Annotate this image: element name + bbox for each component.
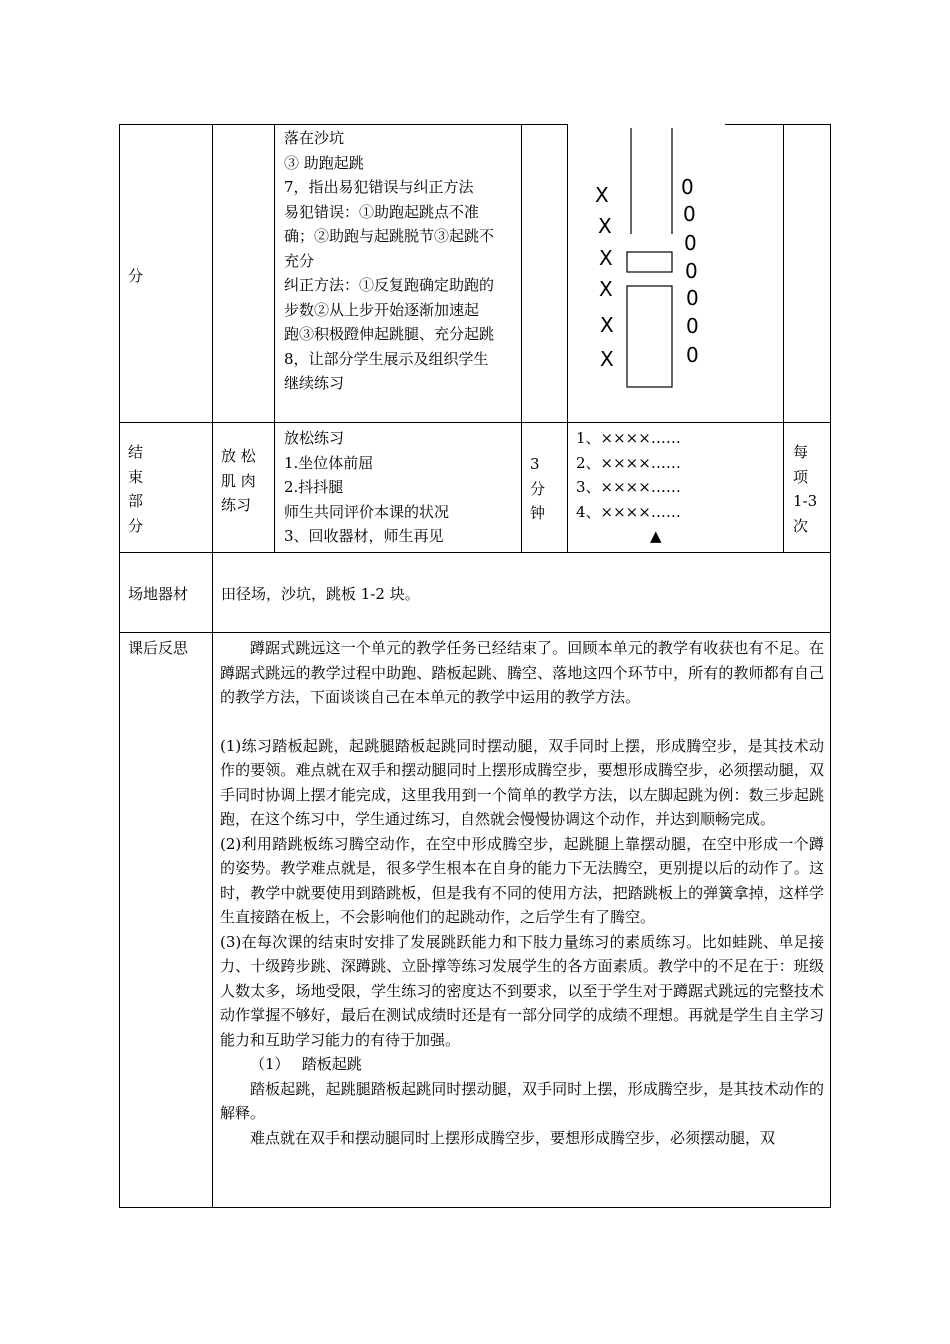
content-line: 跑③积极蹬伸起跳腿、充分起跳 [284, 325, 495, 343]
ending-topic-line: 放 松 [221, 447, 256, 465]
ending-label-char: 束 [128, 467, 144, 486]
ending-label-char: 结 [128, 443, 144, 461]
ending-time-line: 3 [530, 455, 540, 473]
ending-topic-cell [221, 444, 273, 518]
reflection-paragraph: 蹲踞式跳远这一个单元的教学任务已经结束了。回顾本单元的教学有收获也有不足。在蹲踞式跳远的教学过程中助跑、踏板起跳、腾空、落地这四个环节中，所有的教师都有自己的教学方法，下面谈谈自己在本单元的教学中运用的教学方法。 [220, 639, 824, 706]
content-line: 8，让部分学生展示及组织学生 [284, 349, 489, 368]
row-divider-3 [119, 632, 831, 633]
content-line: 落在沙坑 [284, 129, 345, 147]
takeoff-board [627, 252, 672, 272]
formation-row: 2、××××…… [576, 453, 681, 472]
ending-content-cell [284, 426, 520, 549]
ending-reps-cell [793, 440, 817, 538]
formation-row: 1、××××…… [576, 429, 681, 447]
student-o-mark: 0 [681, 175, 694, 199]
reflection-paragraph: (3)在每次课的结束时安排了发展跳跃能力和下肢力量练习的素质练习。比如蛙跳、单足接力、十级跨步跳、深蹲跳、立卧撑等练习发展学生的各方面素质。教学中的不足在于：班级人数太多，场地受限，学生练习的密度达不到要求，以至于学生对于蹲踞式跳远的完整技术动作掌握不够好，最后在测试成绩时还是有一部分同学的成绩不理想。再就是学生自主学习能力和互助学习能力的有待于加强。 [220, 932, 824, 1049]
sand-pit [627, 286, 672, 387]
col-divider-3 [521, 124, 522, 552]
ending-topic-line: 肌 肉 [221, 471, 256, 490]
student-x-mark: X [599, 277, 613, 301]
student-x-mark: X [600, 313, 614, 337]
ending-formation-cell [576, 426, 781, 549]
content-line: 步数②从上步开始逐渐加速起 [284, 300, 480, 319]
equipment-value: 田径场，沙坑，跳板 1-2 块。 [221, 585, 420, 603]
student-o-mark: 0 [685, 259, 698, 283]
ending-reps-line: 每 [793, 443, 809, 461]
ending-reps-line: 项 [793, 467, 809, 486]
content-line: ③ 助跑起跳 [284, 153, 364, 172]
row-divider-2 [119, 552, 831, 553]
ending-content-line: 师生共同评价本课的状况 [284, 502, 450, 521]
student-o-mark: 0 [686, 286, 699, 310]
table-border-right [830, 124, 831, 1208]
formation-row: 4、××××…… [576, 502, 681, 521]
student-x-mark: X [600, 347, 614, 371]
ending-reps-line: 1-3 [793, 492, 818, 510]
ending-time-line: 钟 [530, 504, 546, 522]
formation-diagram [568, 124, 782, 422]
ending-label-char: 部 [128, 492, 144, 510]
table-border-left [119, 124, 120, 1208]
section-label: 分 [128, 267, 144, 285]
reflection-subheading: （1） 踏板起跳 [250, 1055, 362, 1073]
ending-content-line: 3、回收器材，师生再见 [284, 527, 444, 545]
col-divider-5 [783, 124, 784, 552]
content-line: 继续练习 [284, 374, 345, 392]
col-divider-1 [212, 124, 213, 1208]
equipment-label: 场地器材 [128, 585, 189, 603]
student-o-mark: 0 [686, 343, 699, 367]
ending-topic-line: 练习 [221, 496, 252, 514]
reflection-paragraph: (1)练习踏板起跳，起跳腿踏板起跳同时摆动腿，双手同时上摆，形成腾空步，是其技术动作的要领。难点就在双手和摆动腿同时上摆形成腾空步，要想形成腾空步，必须摆动腿，双手同时协调上摆才能完成，这里我用到一个简单的教学方法，以左脚起跳为例：数三步起跳跑，在这个练习中，学生通过练习，自然就会慢慢协调这个动作，并达到顺畅完成。 [220, 736, 824, 828]
ending-time-line: 分 [530, 479, 546, 498]
ending-content-line: 放松练习 [284, 429, 345, 447]
ending-label-cell [128, 440, 143, 538]
ending-content-line: 2.抖抖腿 [284, 478, 344, 496]
content-line: 7，指出易犯错误与纠正方法 [284, 178, 474, 196]
student-o-mark: 0 [686, 314, 699, 338]
student-x-mark: X [599, 246, 613, 270]
teacher-position-icon: ▲ [650, 527, 662, 545]
student-o-mark: 0 [683, 202, 696, 226]
row-divider-1 [119, 422, 831, 423]
student-o-mark: 0 [684, 231, 697, 255]
content-line: 纠正方法：①反复跑确定助跑的 [284, 276, 495, 294]
content-line: 充分 [284, 251, 315, 270]
ending-time-cell [530, 452, 545, 526]
student-x-mark: X [595, 183, 609, 207]
reflection-paragraph: 难点就在双手和摆动腿同时上摆形成腾空步，要想形成腾空步，必须摆动腿，双 [250, 1128, 776, 1147]
ending-label-char: 分 [128, 516, 144, 535]
content-cell [284, 126, 520, 396]
content-line: 确；②助跑与起跳脱节③起跳不 [284, 227, 495, 245]
formation-row: 3、××××…… [576, 478, 681, 496]
col-divider-2 [274, 124, 275, 552]
content-line: 易犯错误：①助跑起跳点不准 [284, 202, 480, 221]
ending-content-line: 1.坐位体前屈 [284, 453, 374, 472]
reflection-label: 课后反思 [128, 639, 189, 657]
table-border-bottom [119, 1207, 831, 1208]
student-x-mark: X [598, 214, 612, 238]
reflection-paragraph: (2)利用踏跳板练习腾空动作，在空中形成腾空步，起跳腿上靠摆动腿，在空中形成一个蹲的姿势。教学难点就是，很多学生根本在自身的能力下无法腾空，更别提以后的动作了。这时，教学中就要使用到踏跳板，但是我有不同的使用方法，把踏跳板上的弹簧拿掉，这样学生直接踏在板上，不会影响他们的起跳动作，之后学生有了腾空。 [220, 834, 824, 926]
reflection-paragraph: 踏板起跳，起跳腿踏板起跳同时摆动腿，双手同时上摆，形成腾空步，是其技术动作的解释。 [220, 1079, 824, 1122]
ending-reps-line: 次 [793, 516, 809, 535]
section-label-cell [128, 264, 143, 289]
reflection-body [220, 636, 824, 1150]
table-border-top [119, 124, 568, 125]
